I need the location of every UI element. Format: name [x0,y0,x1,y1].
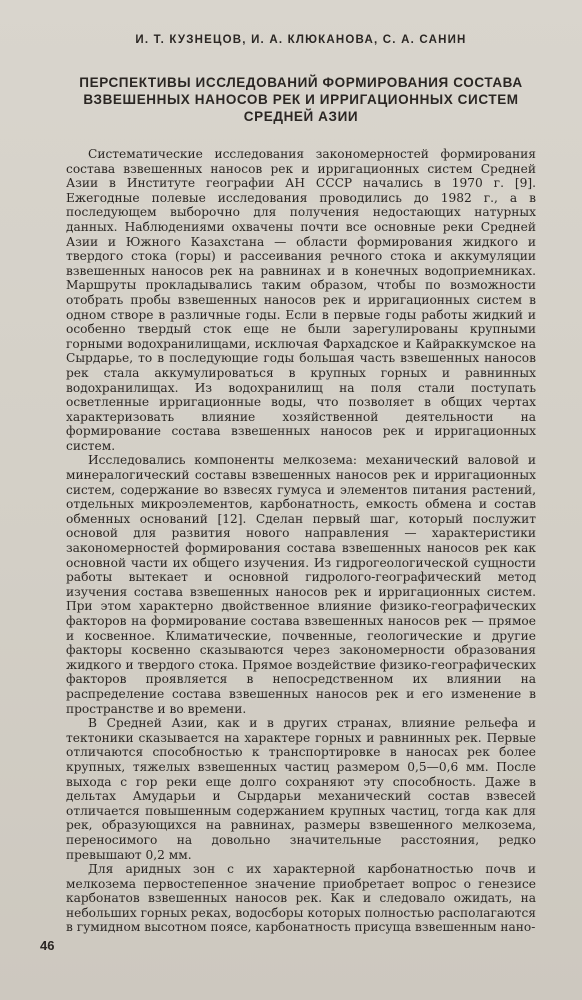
paragraph-3: В Средней Азии, как и в других странах, влияние рельефа и тектоники сказывается на характере горных и равнинных рек. Первые отличаются способностью к транспортировке в наносах рек более крупных, тяжелых взвешенных частиц размером 0,5—0,6 мм. После выхода с гор реки еще долго сохраняют эту способность. Даже в дельтах Амударьи и Сырдарьи механический состав взвесей отличается повышенным содержанием крупных частиц, тогда как для рек, образующихся на равнинах, размеры взвешенного мелкозема, переносимого на довольно значительные расстояния, редко превышают 0,2 мм. [66,716,536,862]
article-title [66,74,536,125]
authors-line: И. Т. КУЗНЕЦОВ, И. А. КЛЮКАНОВА, С. А. САНИН [135,34,467,46]
article-body [66,147,536,935]
paragraph-1: Систематические исследования закономерностей формирования состава взвешенных наносов рек и ирригационных систем Средней Азии в Институте географии АН СССР начались в 1970 г. [9]. Ежегодные полевые исследования проводились до 1982 г., а в последующем выборочно для получения недостающих натурных данных. Наблюдениями охвачены почти все основные реки Средней Азии и Южного Казахстана — области формирования жидкого и твердого стока (горы) и рассеивания речного стока и аккумуляции взвешенных наносов рек на равнинах и в конечных водоприемниках. Маршруты прокладывались таким образом, чтобы по возможности отобрать пробы взвешенных наносов рек и ирригационных систем в одном створе в различные годы. Если в первые годы работы жидкий и особенно твердый сток еще не были зарегулированы крупными горными водохранилищами, исключая Фархадское и Кайраккумское на Сырдарье, то в последующие годы большая часть взвешенных наносов рек стала аккумулироваться в крупных горных и равнинных водохранилищах. Из водохранилищ на поля стали поступать осветленные ирригационные воды, что позволяет в общих чертах характеризовать влияние хозяйственной деятельности на формирование состава взвешенных наносов рек и ирригационных систем. [66,147,536,453]
title-line-2: ВЗВЕШЕННЫХ НАНОСОВ РЕК И ИРРИГАЦИОННЫХ СИСТЕМ [83,92,519,107]
paragraph-2: Исследовались компоненты мелкозема: механический валовой и минералогический составы взвешенных наносов рек и ирригационных систем, содержание во взвесях гумуса и элементов питания растений, отдельных микроэлементов, карбонатность, емкость обмена и состав обменных оснований [12]. Сделан первый шаг, который послужит основой для развития нового направления — характеристики закономерностей формирования состава взвешенных наносов рек как основной части их общего изучения. Из гидрогеологической сущности работы вытекает и основной гидролого-географический метод изучения состава взвешенных наносов рек и ирригационных систем. При этом характерно двойственное влияние физико-географических факторов на формирование состава взвешенных наносов рек — прямое и косвенное. Климатические, почвенные, геологические и другие факторы косвенно сказываются через закономерности образования жидкого и твердого стока. Прямое воздействие физико-географических факторов проявляется в непосредственном их влиянии на распределение состава взвешенных наносов рек и его изменение в пространстве и во времени. [66,453,536,716]
title-line-1: ПЕРСПЕКТИВЫ ИССЛЕДОВАНИЙ ФОРМИРОВАНИЯ СОСТАВА [79,75,523,90]
page-number: 46 [40,938,55,953]
title-line-3: СРЕДНЕЙ АЗИИ [243,109,359,124]
paragraph-4: Для аридных зон с их характерной карбонатностью почв и мелкозема первостепенное значение приобретает вопрос о генезисе карбонатов взвешенных наносов рек. Как и следовало ожидать, на небольших горных реках, водосборы которых полностью располагаются в гумидном высотном поясе, карбонатность присуща взвешенным нано- [66,862,536,935]
